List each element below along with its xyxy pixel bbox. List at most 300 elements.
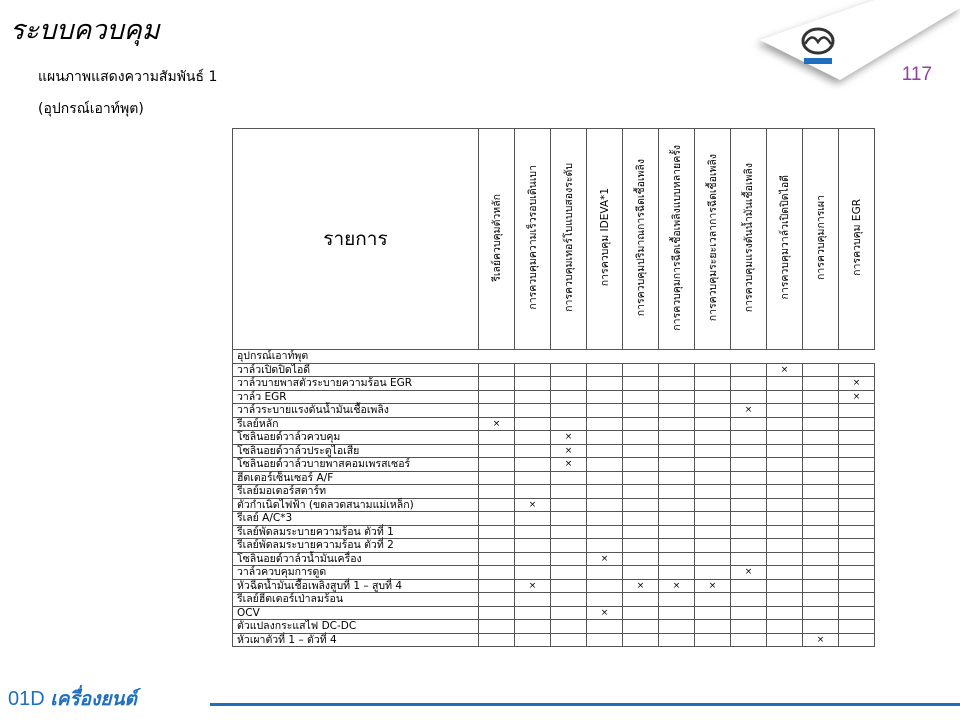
mazda-logo <box>796 26 840 66</box>
table-cell <box>623 404 659 418</box>
table-cell <box>803 620 839 634</box>
table-cell <box>659 593 695 607</box>
table-cell <box>659 458 695 472</box>
mark-cell: × <box>767 363 803 377</box>
mark-cell: × <box>695 579 731 593</box>
section-code: 01D <box>8 688 45 710</box>
table-cell <box>803 593 839 607</box>
table-cell <box>695 606 731 620</box>
table-cell <box>731 417 767 431</box>
column-header <box>731 129 767 350</box>
table-cell <box>623 552 659 566</box>
table-cell <box>515 512 551 526</box>
table-cell <box>767 498 803 512</box>
table-cell <box>623 417 659 431</box>
table-cell <box>731 633 767 647</box>
column-header-label: การควบคุม IDEVA*1 <box>599 188 611 287</box>
table-cell <box>767 377 803 391</box>
table-cell <box>623 606 659 620</box>
table-cell <box>767 539 803 553</box>
table-cell <box>731 579 767 593</box>
table-cell <box>623 390 659 404</box>
table-cell <box>551 593 587 607</box>
column-header-label: การควบคุมปริมาณการฉีดเชื้อเพลิง <box>635 158 647 317</box>
mark-cell: × <box>587 606 623 620</box>
table-cell <box>623 633 659 647</box>
table-cell <box>839 579 875 593</box>
table-cell <box>479 458 515 472</box>
table-cell <box>479 566 515 580</box>
mark-cell: × <box>479 417 515 431</box>
table-cell <box>587 566 623 580</box>
row-label: วาล์วบายพาสตัวระบายความร้อน EGR <box>233 377 479 391</box>
table-cell <box>839 498 875 512</box>
table-row <box>233 579 875 593</box>
table-cell <box>659 444 695 458</box>
table-cell <box>803 377 839 391</box>
table-cell <box>659 552 695 566</box>
subtitle-output: (อุปกรณ์เอาท์พุต) <box>38 101 144 117</box>
table-cell <box>551 606 587 620</box>
table-row <box>233 606 875 620</box>
footer-divider <box>210 703 960 706</box>
table-cell <box>623 539 659 553</box>
table-cell <box>839 485 875 499</box>
row-label: โซลินอยด์วาล์วควบคุม <box>233 431 479 445</box>
table-cell <box>659 485 695 499</box>
table-cell <box>731 377 767 391</box>
category-label: อุปกรณ์เอาท์พุต <box>233 350 875 364</box>
table-row <box>233 620 875 634</box>
table-cell <box>731 498 767 512</box>
section-name: เครื่องยนต์ <box>50 688 137 710</box>
table-cell <box>731 620 767 634</box>
table-cell <box>767 431 803 445</box>
row-label: OCV <box>233 606 479 620</box>
table-row <box>233 363 875 377</box>
row-label: วาล์ว EGR <box>233 390 479 404</box>
table-cell <box>479 431 515 445</box>
table-cell <box>623 431 659 445</box>
table-cell <box>695 539 731 553</box>
table-cell <box>623 363 659 377</box>
mark-cell: × <box>731 404 767 418</box>
row-label: วาล์วเปิดปิดไอดี <box>233 363 479 377</box>
mark-cell: × <box>731 566 767 580</box>
table-row <box>233 539 875 553</box>
table-cell <box>587 525 623 539</box>
table-cell <box>767 404 803 418</box>
table-cell <box>731 444 767 458</box>
table-cell <box>767 471 803 485</box>
table-cell <box>551 471 587 485</box>
table-cell <box>479 539 515 553</box>
table-cell <box>479 377 515 391</box>
table-cell <box>587 417 623 431</box>
table-cell <box>803 539 839 553</box>
table-cell <box>731 363 767 377</box>
table-cell <box>515 606 551 620</box>
mark-cell: × <box>551 444 587 458</box>
table-cell <box>731 593 767 607</box>
table-cell <box>803 417 839 431</box>
mark-cell: × <box>551 458 587 472</box>
row-label: รีเลย์ A/C*3 <box>233 512 479 526</box>
table-cell <box>659 525 695 539</box>
table-cell <box>839 471 875 485</box>
table-row <box>233 431 875 445</box>
table-cell <box>551 579 587 593</box>
table-cell <box>767 606 803 620</box>
table-cell <box>803 390 839 404</box>
subtitle: แผนภาพแสดงความสัมพันธ์ 1 <box>38 69 218 85</box>
table-cell <box>659 539 695 553</box>
table-cell <box>479 471 515 485</box>
page-number: 117 <box>901 64 932 85</box>
table-cell <box>767 417 803 431</box>
table-cell <box>767 633 803 647</box>
table-cell <box>695 498 731 512</box>
row-label: รีเลย์หลัก <box>233 417 479 431</box>
table-cell <box>623 498 659 512</box>
table-cell <box>551 566 587 580</box>
column-header-label: การควบคุมเทอร์โบแบบสองระดับ <box>563 163 575 312</box>
table-cell <box>839 458 875 472</box>
table-cell <box>803 363 839 377</box>
column-header-label: การควบคุมวาล์วเปิดปิดไอดี <box>779 175 791 300</box>
table-cell <box>515 552 551 566</box>
table-cell <box>479 606 515 620</box>
table-cell <box>839 363 875 377</box>
table-cell <box>551 485 587 499</box>
table-cell <box>623 444 659 458</box>
table-cell <box>803 485 839 499</box>
mark-cell: × <box>659 579 695 593</box>
row-label: รีเลย์พัดลมระบายความร้อน ตัวที่ 1 <box>233 525 479 539</box>
table-cell <box>803 404 839 418</box>
row-label: วาล์วระบายแรงดันน้ำมันเชื้อเพลิง <box>233 404 479 418</box>
table-cell <box>587 390 623 404</box>
table-cell <box>695 552 731 566</box>
table-cell <box>659 417 695 431</box>
table-cell <box>803 498 839 512</box>
table-cell <box>659 431 695 445</box>
table-cell <box>731 525 767 539</box>
table-cell <box>767 593 803 607</box>
table-cell <box>659 363 695 377</box>
row-label: วาล์วควบคุมการดูด <box>233 566 479 580</box>
table-cell <box>803 458 839 472</box>
table-cell <box>623 458 659 472</box>
column-header <box>803 129 839 350</box>
table-cell <box>839 525 875 539</box>
table-cell <box>623 593 659 607</box>
column-header <box>659 129 695 350</box>
table-cell <box>587 512 623 526</box>
table-cell <box>731 606 767 620</box>
table-row <box>233 377 875 391</box>
table-cell <box>731 390 767 404</box>
table-cell <box>479 404 515 418</box>
table-cell <box>587 431 623 445</box>
table-cell <box>587 633 623 647</box>
table-cell <box>659 471 695 485</box>
column-header <box>515 129 551 350</box>
column-header <box>587 129 623 350</box>
table-cell <box>551 539 587 553</box>
table-cell <box>767 485 803 499</box>
table-cell <box>731 431 767 445</box>
table-row <box>233 498 875 512</box>
table-cell <box>767 444 803 458</box>
column-header-label: รีเลย์ควบคุมตัวหลัก <box>491 193 503 282</box>
table-cell <box>479 525 515 539</box>
table-cell <box>695 363 731 377</box>
table-cell <box>695 417 731 431</box>
table-row <box>233 417 875 431</box>
table-cell <box>551 390 587 404</box>
table-cell <box>695 525 731 539</box>
table-cell <box>839 512 875 526</box>
column-header-label: การควบคุมการฉีดเชื้อเพลิงแบบหลายครั้ง <box>671 144 683 331</box>
relationship-table <box>232 128 875 647</box>
table-cell <box>623 377 659 391</box>
table-cell <box>479 485 515 499</box>
table-row <box>233 566 875 580</box>
table-cell <box>803 566 839 580</box>
table-cell <box>587 458 623 472</box>
mark-cell: × <box>515 498 551 512</box>
row-label: หัวฉีดน้ำมันเชื้อเพลิงสูบที่ 1 – สูบที่ 4 <box>233 579 479 593</box>
table-cell <box>659 390 695 404</box>
table-cell <box>731 485 767 499</box>
table-row <box>233 485 875 499</box>
row-label: ตัวแปลงกระแสไฟ DC-DC <box>233 620 479 634</box>
table-cell <box>587 498 623 512</box>
table-row <box>233 471 875 485</box>
table-cell <box>839 606 875 620</box>
footer-section <box>8 684 137 714</box>
table-cell <box>515 471 551 485</box>
table-cell <box>479 512 515 526</box>
table-cell <box>659 620 695 634</box>
table-cell <box>659 377 695 391</box>
table-cell <box>731 539 767 553</box>
table-cell <box>731 471 767 485</box>
table-cell <box>515 417 551 431</box>
table-cell <box>803 444 839 458</box>
table-cell <box>587 593 623 607</box>
table-cell <box>515 633 551 647</box>
row-label: รีเลย์มอเตอร์สตาร์ท <box>233 485 479 499</box>
table-cell <box>623 512 659 526</box>
table-cell <box>551 633 587 647</box>
table-cell <box>839 539 875 553</box>
table-cell <box>767 620 803 634</box>
table-cell <box>659 633 695 647</box>
row-label: โซลินอยด์วาล์วบายพาสคอมเพรสเซอร์ <box>233 458 479 472</box>
table-row <box>233 512 875 526</box>
table-cell <box>551 620 587 634</box>
table-cell <box>515 620 551 634</box>
table-cell <box>803 552 839 566</box>
table-cell <box>587 579 623 593</box>
mark-cell: × <box>551 431 587 445</box>
column-header-label: การควบคุม EGR <box>851 199 863 276</box>
table-cell <box>695 633 731 647</box>
column-header <box>623 129 659 350</box>
page-title: ระบบควบคุม <box>10 15 160 46</box>
table-cell <box>695 512 731 526</box>
table-cell <box>551 417 587 431</box>
table-cell <box>839 633 875 647</box>
table-cell <box>695 620 731 634</box>
table-cell <box>659 404 695 418</box>
table-cell <box>839 431 875 445</box>
mark-cell: × <box>803 633 839 647</box>
table-cell <box>695 485 731 499</box>
table-cell <box>767 579 803 593</box>
table-cell <box>479 633 515 647</box>
table-cell <box>479 579 515 593</box>
category-row <box>233 350 875 364</box>
table-cell <box>695 566 731 580</box>
table-cell <box>479 390 515 404</box>
mark-cell: × <box>839 390 875 404</box>
mark-cell: × <box>839 377 875 391</box>
table-row <box>233 444 875 458</box>
table-cell <box>587 444 623 458</box>
table-cell <box>659 498 695 512</box>
table-cell <box>587 471 623 485</box>
table-cell <box>479 498 515 512</box>
column-header <box>839 129 875 350</box>
table-cell <box>767 458 803 472</box>
table-cell <box>515 539 551 553</box>
table-cell <box>659 512 695 526</box>
table-cell <box>803 431 839 445</box>
table-cell <box>551 498 587 512</box>
table-cell <box>515 566 551 580</box>
column-header-label: การควบคุมความเร็วรอบเดินเบา <box>527 165 539 310</box>
table-cell <box>587 377 623 391</box>
column-header-label: การควบคุมระยะเวลาการฉีดเชื้อเพลิง <box>707 153 719 322</box>
table-cell <box>551 377 587 391</box>
table-cell <box>839 552 875 566</box>
row-label: ฮีตเตอร์เซ็นเซอร์ A/F <box>233 471 479 485</box>
table-cell <box>551 525 587 539</box>
table-cell <box>479 363 515 377</box>
table-cell <box>551 363 587 377</box>
table-cell <box>515 458 551 472</box>
column-header-label: การควบคุมการเผา <box>815 195 827 280</box>
row-label: ตัวกำเนิดไฟฟ้า (ขดลวดสนามแม่เหล็ก) <box>233 498 479 512</box>
table-cell <box>515 363 551 377</box>
table-cell <box>587 485 623 499</box>
table-cell <box>803 512 839 526</box>
table-cell <box>515 431 551 445</box>
column-header <box>767 129 803 350</box>
table-cell <box>803 471 839 485</box>
table-cell <box>767 512 803 526</box>
table-cell <box>695 593 731 607</box>
table-cell <box>839 404 875 418</box>
table-cell <box>479 444 515 458</box>
table-cell <box>551 512 587 526</box>
table-cell <box>767 390 803 404</box>
column-header <box>479 129 515 350</box>
table-cell <box>839 417 875 431</box>
table-cell <box>659 606 695 620</box>
table-cell <box>839 593 875 607</box>
table-cell <box>515 525 551 539</box>
table-row <box>233 404 875 418</box>
table-cell <box>515 390 551 404</box>
table-cell <box>623 471 659 485</box>
row-label: โซลินอยด์วาล์วประตูไอเสีย <box>233 444 479 458</box>
table-cell <box>803 525 839 539</box>
table-cell <box>623 566 659 580</box>
mark-cell: × <box>587 552 623 566</box>
table-cell <box>587 363 623 377</box>
table-cell <box>695 471 731 485</box>
table-cell <box>479 620 515 634</box>
row-label: รีเลย์พัดลมระบายความร้อน ตัวที่ 2 <box>233 539 479 553</box>
table-cell <box>767 566 803 580</box>
table-cell <box>515 593 551 607</box>
table-cell <box>479 552 515 566</box>
column-header <box>695 129 731 350</box>
table-cell <box>623 485 659 499</box>
table-row <box>233 593 875 607</box>
table-row <box>233 633 875 647</box>
table-cell <box>695 377 731 391</box>
table-cell <box>839 620 875 634</box>
table-row <box>233 525 875 539</box>
column-header-label: การควบคุมแรงดันน้ำมันเชื้อเพลิง <box>743 162 755 313</box>
table-cell <box>515 377 551 391</box>
table-row <box>233 458 875 472</box>
table-cell <box>623 620 659 634</box>
table-cell <box>551 552 587 566</box>
mark-cell: × <box>623 579 659 593</box>
table-cell <box>767 525 803 539</box>
table-cell <box>587 539 623 553</box>
table-row <box>233 390 875 404</box>
row-label: โซลินอยด์วาล์วน้ำมันเครื่อง <box>233 552 479 566</box>
table-cell <box>731 458 767 472</box>
table-cell <box>731 512 767 526</box>
table-cell <box>551 404 587 418</box>
table-cell <box>695 458 731 472</box>
table-cell <box>515 485 551 499</box>
mark-cell: × <box>515 579 551 593</box>
table-cell <box>839 566 875 580</box>
table-cell <box>731 552 767 566</box>
table-cell <box>659 566 695 580</box>
table-cell <box>803 606 839 620</box>
table-cell <box>695 404 731 418</box>
item-header: รายการ <box>233 129 479 350</box>
table-cell <box>587 620 623 634</box>
row-label: หัวเผาตัวที่ 1 – ตัวที่ 4 <box>233 633 479 647</box>
table-cell <box>515 404 551 418</box>
table-cell <box>479 593 515 607</box>
table-cell <box>515 444 551 458</box>
row-label: รีเลย์ฮีตเตอร์เป่าลมร้อน <box>233 593 479 607</box>
table-cell <box>803 579 839 593</box>
table-cell <box>695 444 731 458</box>
